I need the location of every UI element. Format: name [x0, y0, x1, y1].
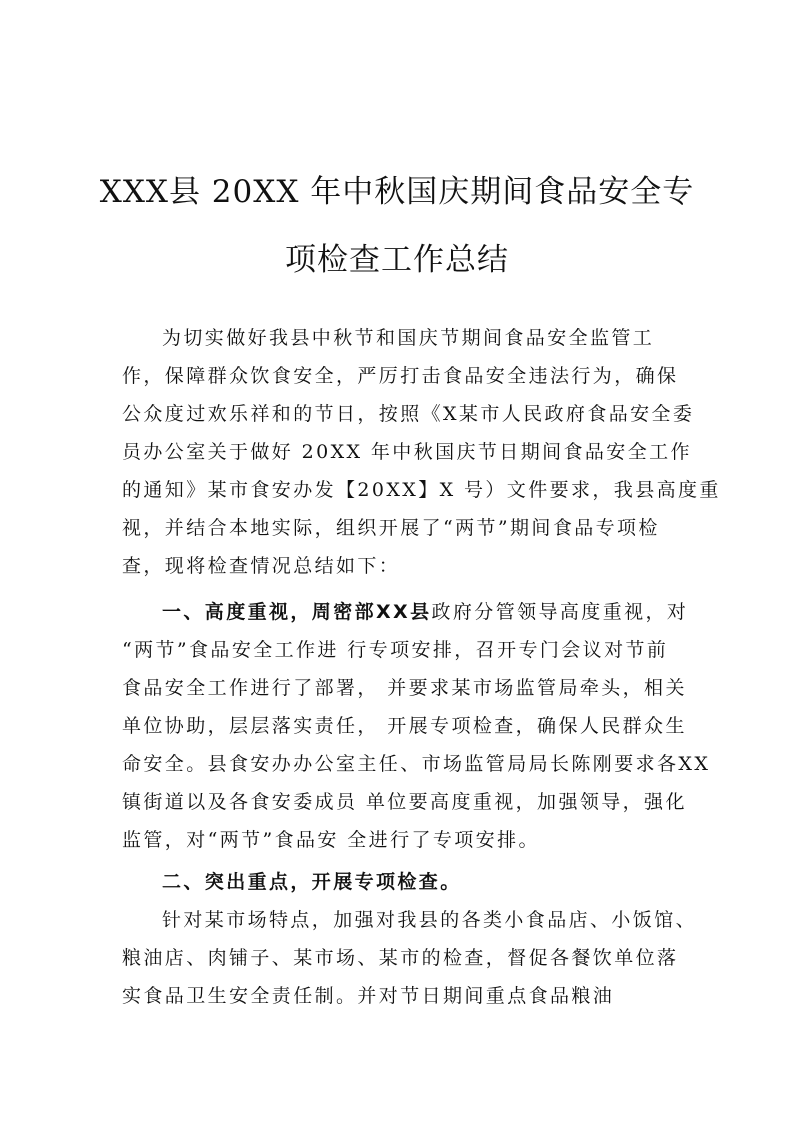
- document-title-line-2: 项检查工作总结: [285, 242, 509, 278]
- intro-line: 视，并结合本地实际，组织开展了“两节”期间食品专项检: [122, 517, 660, 539]
- intro-line: 公众度过欢乐祥和的节日，按照《X某市人民政府食品安全委: [122, 403, 695, 425]
- intro-line: 员办公室关于做好 20XX 年中秋国庆节日期间食品安全工作: [122, 441, 692, 463]
- section2-heading: 二、突出重点，开展专项检查。: [162, 871, 462, 893]
- section2-line: 实食品卫生安全责任制。并对节日期间重点食品粮油: [122, 985, 615, 1007]
- section1-line: 单位协助，层层落实责任， 开展专项检查，确保人民群众生: [122, 715, 687, 737]
- intro-line: 作，保障群众饮食安全，严厉打击食品安全违法行为，确保: [122, 365, 679, 387]
- section1-first-line-text: 政府分管领导高度重视，对: [431, 601, 689, 623]
- intro-line: 为切实做好我县中秋节和国庆节期间食品安全监管工: [162, 327, 655, 349]
- section1-line: 镇街道以及各食安委成员 单位要高度重视，加强领导，强化: [122, 791, 687, 813]
- section1-line: 监管，对“两节”食品安 全进行了专项安排。: [122, 829, 540, 851]
- document-title-line-1: XXX县 20XX 年中秋国庆期间食品安全专: [99, 174, 695, 210]
- section1-line: “两节”食品安全工作进 行专项安排，召开专门会议对节前: [122, 639, 669, 661]
- section1-line: 食品安全工作进行了部署， 并要求某市场监管局牵头，相关: [122, 677, 687, 699]
- section2-line: 针对某市场特点，加强对我县的各类小食品店、小饭馆、: [162, 909, 698, 931]
- section2-line: 粮油店、肉铺子、某市场、某市的检查，督促各餐饮单位落: [122, 947, 679, 969]
- section1-heading: 一、高度重视，周密部XX县: [162, 601, 432, 623]
- section1-first-line: [162, 600, 688, 624]
- intro-line: 查，现将检查情况总结如下：: [122, 555, 401, 577]
- section1-line: 命安全。县食安办办公室主任、市场监管局局长陈刚要求各XX: [122, 753, 711, 775]
- intro-line: 的通知》某市食安办发【20XX】X 号）文件要求，我县高度重: [122, 479, 721, 501]
